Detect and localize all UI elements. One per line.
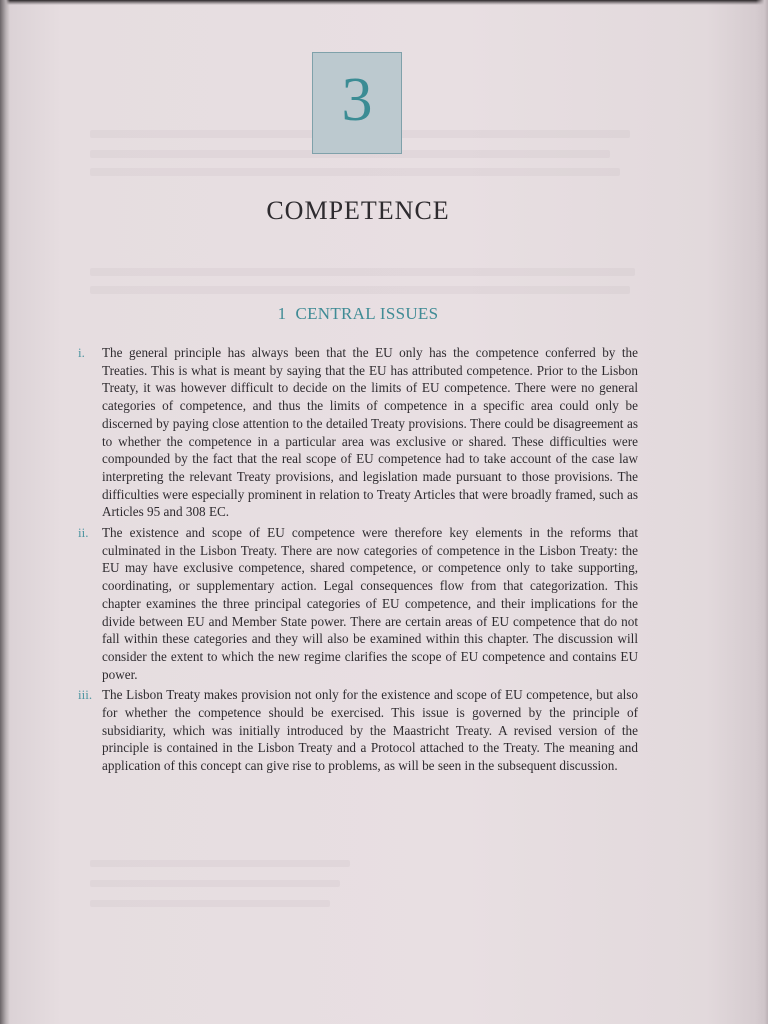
list-item-text: The Lisbon Treaty makes provision not only for the existence and scope of EU competence, but also for whether the competence should be exercised. This issue is governed by the principle of subsidiarity, which was initially introduced by the Maastricht Treaty. A revised version of the principle is contained in the Lisbon Treaty and a Protocol attached to the Treaty. The meaning and application of this concept can give rise to problems, as will be seen in the subsequent discussion.: [102, 687, 638, 774]
page-top-edge: [0, 0, 768, 5]
list-item-marker: iii.: [78, 687, 93, 703]
list-item-text: The general principle has always been that the EU only has the competence conferred by the Treaties. This is what is meant by saying that the EU has attributed competence. Prior to the Lisbon Treaty, it was however difficult to decide on the limits of EU competence. There were no general categories of competence, and thus the limits of competence in a specific area could only be discerned by paying close attention to the detailed Treaty provisions. There could be disagreement as to whether the competence in a particular area was exclusive or shared. These difficulties were compounded by the fact that the real scope of EU competence had to take account of the case law interpreting the relevant Treaty provisions, and legislation made pursuant to those provisions. The difficulties were especially prominent in relation to Treaty Articles that were broadly framed, such as Articles 95 and 308 EC.: [102, 345, 638, 520]
list-item-marker: i.: [78, 345, 85, 360]
chapter-title: COMPETENCE: [266, 196, 450, 225]
show-through-text: [90, 880, 340, 887]
section-heading: [0, 304, 716, 324]
show-through-text: [90, 286, 630, 294]
chapter-number-box: [312, 52, 402, 154]
list-item-text: The existence and scope of EU competence were therefore key elements in the reforms that culminated in the Lisbon Treaty. There are now categories of competence in the Lisbon Treaty: the EU may have exclusive competence, shared competence, or competence only to take supporting, coordinating, or supplementary action. Legal consequences flow from that categorization. This chapter examines the three principal categories of EU competence, and their implications for the divide between EU and Member State power. There are certain areas of EU competence that do not fall within these categories and they will also be examined within this chapter. The discussion will consider the extent to which the new regime clarifies the scope of EU competence and contains EU power.: [102, 525, 638, 682]
list-item: [78, 524, 638, 683]
show-through-text: [90, 268, 635, 276]
show-through-text: [90, 860, 350, 867]
book-spine-shadow: [0, 0, 10, 1024]
show-through-text: [90, 900, 330, 907]
page-right-edge: [756, 0, 768, 1024]
section-title: CENTRAL ISSUES: [295, 304, 439, 323]
list-item: [78, 344, 638, 521]
show-through-text: [90, 168, 620, 176]
section-number: 1: [277, 304, 287, 323]
chapter-number: 3: [341, 66, 373, 134]
central-issues-list: [78, 344, 638, 778]
list-item-marker: ii.: [78, 525, 89, 541]
list-item: [78, 686, 638, 775]
